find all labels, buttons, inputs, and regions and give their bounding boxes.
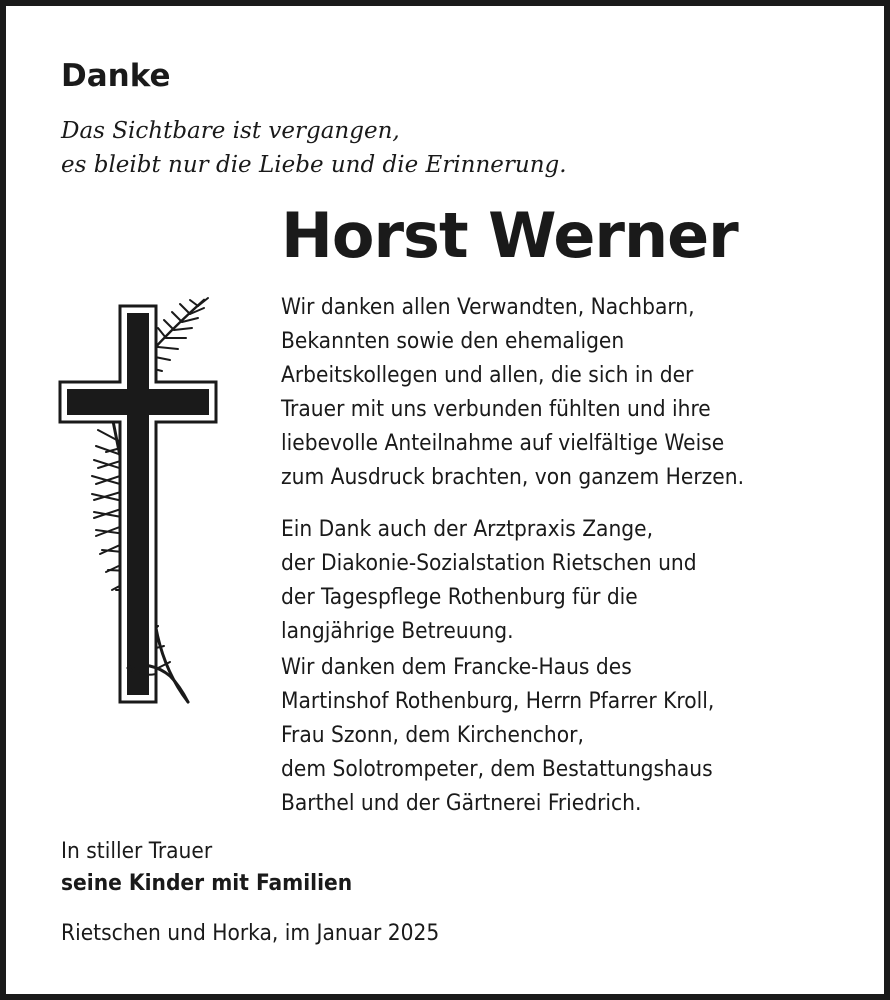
text-line: Trauer mit uns verbunden fühlten und ihre bbox=[281, 396, 711, 422]
text-line: langjährige Betreuung. bbox=[281, 618, 514, 644]
care-thanks-paragraph bbox=[281, 512, 697, 648]
text-line: Ein Dank auch der Arztpraxis Zange, bbox=[281, 516, 654, 542]
text-line: Arbeitskollegen und allen, die sich in der bbox=[281, 362, 694, 388]
cross-with-palm-branch-icon bbox=[58, 296, 218, 708]
text-line: Martinshof Rothenburg, Herrn Pfarrer Kroll, bbox=[281, 688, 715, 714]
motto-line: es bleibt nur die Liebe und die Erinnerung. bbox=[61, 152, 567, 178]
funeral-thanks-paragraph bbox=[281, 650, 714, 820]
motto-line: Das Sichtbare ist vergangen, bbox=[61, 118, 400, 144]
notice-heading: Danke bbox=[61, 58, 171, 94]
text-line: der Diakonie-Sozialstation Rietschen und bbox=[281, 550, 697, 576]
text-line: Wir danken dem Francke-Haus des bbox=[281, 654, 632, 680]
text-line: Barthel und der Gärtnerei Friedrich. bbox=[281, 790, 642, 816]
text-line: zum Ausdruck brachten, von ganzem Herzen. bbox=[281, 464, 744, 490]
text-line: Frau Szonn, dem Kirchenchor, bbox=[281, 722, 584, 748]
closing-phrase: In stiller Trauer bbox=[61, 838, 213, 864]
place-and-date: Rietschen und Horka, im Januar 2025 bbox=[61, 920, 440, 946]
deceased-name: Horst Werner bbox=[281, 199, 738, 272]
text-line: Wir danken allen Verwandten, Nachbarn, bbox=[281, 294, 695, 320]
text-line: der Tagespflege Rothenburg für die bbox=[281, 584, 638, 610]
mourners-signature: seine Kinder mit Familien bbox=[61, 870, 353, 896]
thanks-paragraph bbox=[281, 290, 744, 494]
text-line: dem Solotrompeter, dem Bestattungshaus bbox=[281, 756, 713, 782]
motto-quote bbox=[61, 114, 567, 182]
text-line: Bekannten sowie den ehemaligen bbox=[281, 328, 625, 354]
text-line: liebevolle Anteilnahme auf vielfältige Weise bbox=[281, 430, 725, 456]
